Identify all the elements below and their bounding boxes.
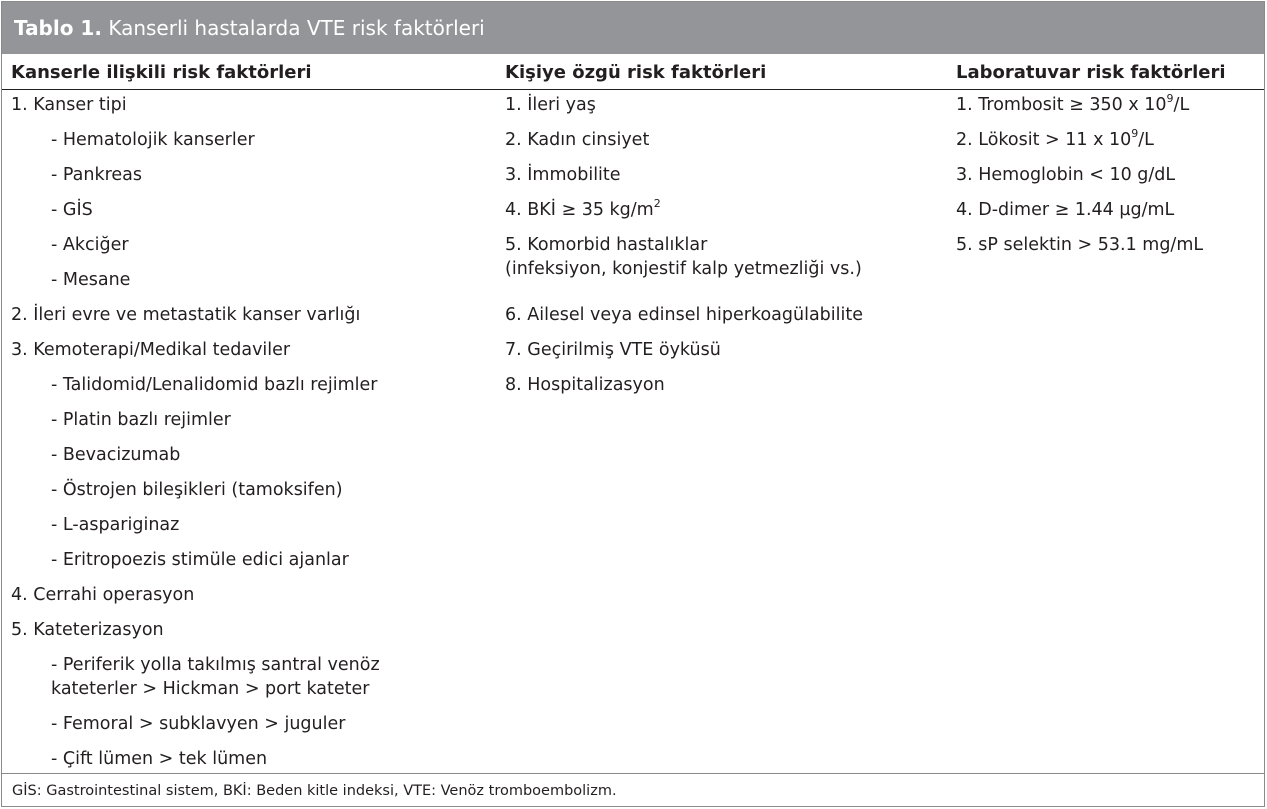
header-laboratory: Laboratuvar risk faktörleri (956, 62, 1226, 83)
list-item: - Çift lümen > tek lümen (51, 749, 268, 769)
list-item: - Talidomid/Lenalidomid bazlı rejimler (51, 375, 378, 395)
list-item: 1. Kanser tipi (11, 95, 127, 115)
list-item: 2. İleri evre ve metastatik kanser varlığı (11, 305, 361, 325)
list-item: 3. Kemoterapi/Medikal tedaviler (11, 340, 291, 360)
list-item (956, 128, 1154, 152)
list-item: - Bevacizumab (51, 445, 181, 465)
unit-text: /L (1138, 130, 1154, 150)
list-item: - Pankreas (51, 165, 143, 185)
list-item: 5. Komorbid hastalıklar (505, 235, 708, 255)
unit-text: /L (1173, 95, 1190, 115)
list-item-continuation: (infeksiyon, konjestif kalp yetmezliği vs.) (505, 259, 862, 279)
leukocyte-text: 2. Lökosit > 11 x 10 (956, 130, 1132, 150)
list-item: - Femoral > subklavyen > juguler (51, 714, 346, 734)
list-item: 4. D-dimer ≥ 1.44 µg/mL (956, 200, 1175, 220)
list-item: 6. Ailesel veya edinsel hiperkoagülabilite (505, 305, 864, 325)
superscript: 9 (1131, 127, 1139, 140)
list-item: - Periferik yolla takılmış santral venöz (51, 655, 380, 675)
list-item (956, 93, 1189, 117)
superscript: 9 (1166, 92, 1174, 105)
list-item: 4. Cerrahi operasyon (11, 585, 195, 605)
list-item (505, 198, 661, 222)
header-patient-specific: Kişiye özgü risk faktörleri (505, 62, 767, 83)
list-item: 3. Hemoglobin < 10 g/dL (956, 165, 1176, 185)
list-item: - Mesane (51, 270, 131, 290)
table-number: Tablo 1. (14, 16, 102, 40)
risk-factors-table (1, 1, 1265, 807)
list-item: 5. sP selektin > 53.1 mg/mL (956, 235, 1204, 255)
list-item: - Hematolojik kanserler (51, 130, 255, 150)
list-item: - Östrojen bileşikleri (tamoksifen) (51, 480, 343, 500)
table-title: Kanserli hastalarda VTE risk faktörleri (108, 16, 485, 40)
list-item: 1. İleri yaş (505, 95, 596, 115)
list-item: - Akciğer (51, 235, 129, 255)
list-item: 8. Hospitalizasyon (505, 375, 665, 395)
list-item: 7. Geçirilmiş VTE öyküsü (505, 340, 721, 360)
list-item: - GİS (51, 200, 93, 220)
header-cancer-related: Kanserle ilişkili risk faktörleri (11, 62, 312, 83)
platelet-text: 1. Trombosit ≥ 350 x 10 (956, 95, 1167, 115)
table-title-bar (2, 2, 1264, 54)
list-item-continuation: kateterler > Hickman > port kateter (51, 679, 370, 699)
list-item: 2. Kadın cinsiyet (505, 130, 650, 150)
list-item: - Eritropoezis stimüle edici ajanlar (51, 550, 349, 570)
list-item: 3. İmmobilite (505, 165, 621, 185)
bmi-text: 4. BKİ ≥ 35 kg/m (505, 200, 654, 220)
list-item: - Platin bazlı rejimler (51, 410, 231, 430)
table-header-row (2, 54, 1264, 90)
table-footnote: GİS: Gastrointestinal sistem, BKİ: Beden kitle indeksi, VTE: Venöz tromboembolizm. (2, 773, 1264, 807)
list-item: 5. Kateterizasyon (11, 620, 164, 640)
list-item: - L-aspariginaz (51, 515, 180, 535)
superscript: 2 (653, 197, 661, 210)
